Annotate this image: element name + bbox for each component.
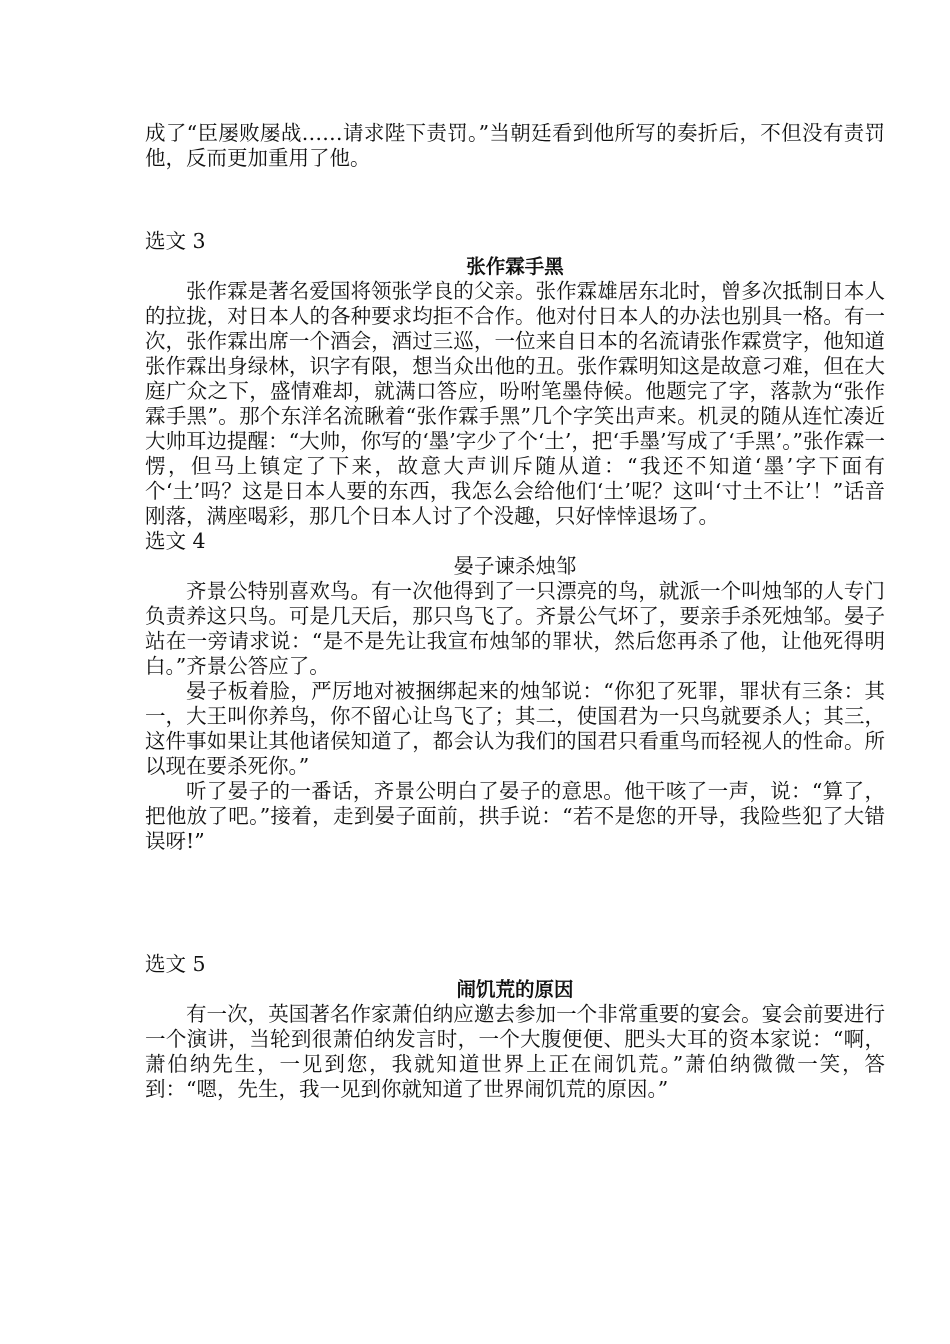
selection-3-paragraph-1: 张作霖是著名爱国将领张学良的父亲。张作霖雄居东北时，曾多次抵制日本人的拉拢，对日本人的各种要求均拒不合作。他对付日本人的办法也别具一格。有一次，张作霖出席一个酒会，酒过三巡，一位来自日本的名流请张作霖赏字，他知道张作霖出身绿林，识字有限，想当众出他的丑。张作霖明知这是故意刁难，但在大庭广众之下，盛情难却，就满口答应，吩咐笔墨侍候。他题完了字，落款为“张作霖手黑”。那个东洋名流瞅着“张作霖手黑”几个字笑出声来。机灵的随从连忙凑近大帅耳边提醒：“大帅，你写的‘墨’字少了个‘土’，把‘手墨’写成了‘手黑’。”张作霖一愣，但马上镇定了下来，故意大声训斥随从道：“我还不知道‘墨’字下面有个‘土’吗？这是日本人要的东西，我怎么会给他们‘土’呢？这叫‘寸土不让’！”话音刚落，满座喝彩，那几个日本人讨了个没趣，只好悻悻退场了。 [145,279,885,528]
selection-3 [145,229,885,529]
selection-5 [145,952,885,1102]
selection-4 [145,529,885,854]
selection-4-paragraph-2: 晏子板着脸，严厉地对被捆绑起来的烛邹说：“你犯了死罪，罪状有三条：其一，大王叫你养鸟，你不留心让鸟飞了；其二，使国君为一只鸟就要杀人；其三，这件事如果让其他诸侯知道了，都会认为我们的国君只看重鸟而轻视人的性命。所以现在要杀死你。” [145,679,885,778]
selection-4-title: 晏子谏杀烛邹 [453,554,577,578]
selection-3-label: 选文 3 [145,229,206,253]
intro-paragraph: 成了“臣屡败屡战……请求陛下责罚。”当朝廷看到他所写的奏折后，不但没有责罚他，反而更加重用了他。 [145,121,885,170]
selection-5-label: 选文 5 [145,952,206,976]
selection-5-title: 闹饥荒的原因 [456,978,574,1001]
selection-4-paragraph-1: 齐景公特别喜欢鸟。有一次他得到了一只漂亮的鸟，就派一个叫烛邹的人专门负责养这只鸟。可是几天后，那只鸟飞了。齐景公气坏了，要亲手杀死烛邹。晏子站在一旁请求说：“是不是先让我宣布烛邹的罪状，然后您再杀了他，让他死得明白。”齐景公答应了。 [145,579,885,678]
spacer [145,854,885,952]
selection-3-title: 张作霖手黑 [466,255,564,278]
document-page [145,121,885,1102]
selection-4-paragraph-3: 听了晏子的一番话，齐景公明白了晏子的意思。他干咳了一声，说：“算了，把他放了吧。”接着，走到晏子面前，拱手说：“若不是您的开导，我险些犯了大错误呀!” [145,779,885,853]
selection-4-label: 选文 4 [145,529,206,553]
selection-5-paragraph-1: 有一次，英国著名作家萧伯纳应邀去参加一个非常重要的宴会。宴会前要进行一个演讲，当轮到很萧伯纳发言时，一个大腹便便、肥头大耳的资本家说：“啊，萧伯纳先生，一见到您，我就知道世界上正在闹饥荒。”萧伯纳微微一笑，答到：“嗯，先生，我一见到你就知道了世界闹饥荒的原因。” [145,1002,885,1101]
spacer [145,171,885,229]
